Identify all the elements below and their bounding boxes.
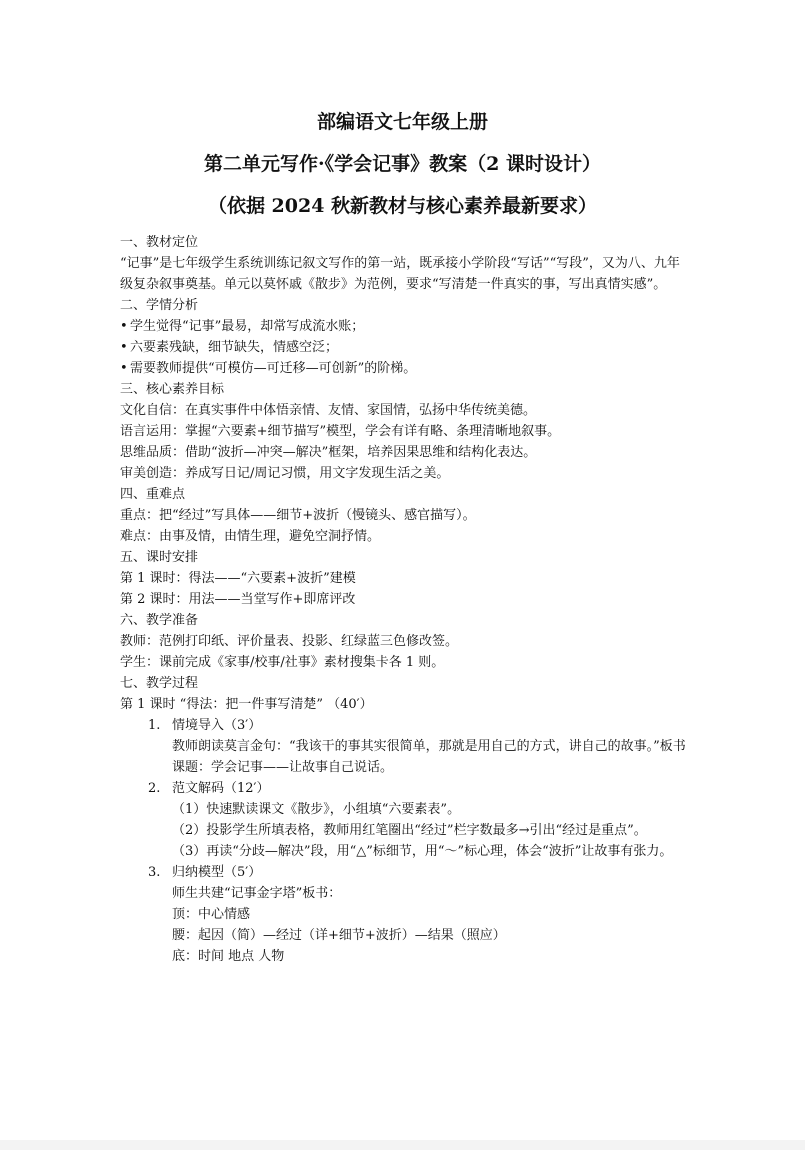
lesson-heading: 第 1 课时 “得法：把一件事写清楚” （40′） — [120, 697, 373, 712]
doc-title: 部编语文七年级上册 — [316, 111, 488, 133]
list-item: • 需要教师提供“可模仿—可迁移—可创新”的阶梯。 — [120, 358, 692, 379]
document-body — [120, 232, 692, 967]
section-heading: 五、课时安排 — [120, 550, 199, 565]
section-heading: 三、核心素养目标 — [120, 382, 225, 397]
list-item: • 学生觉得“记事”最易，却常写成流水账； — [120, 316, 692, 337]
key-point-line: 难点：由事及情，由情生理，避免空洞抒情。 — [120, 529, 381, 544]
prep-line: 教师：范例打印纸、评价量表、投影、红绿蓝三色修改签。 — [120, 634, 459, 649]
goal-line: 审美创造：养成写日记/周记习惯，用文字发现生活之美。 — [120, 466, 450, 481]
step-heading: 2. 范文解码（12′） — [148, 781, 270, 796]
doc-subtitle: 第二单元写作·《学会记事》教案（2 课时设计） — [204, 153, 601, 175]
section-heading: 六、教学准备 — [120, 613, 199, 628]
schedule-line: 第 2 课时：用法——当堂写作+即席评改 — [120, 592, 356, 607]
step-text: 底：时间 地点 人物 — [172, 949, 285, 964]
list-item: • 六要素残缺，细节缺失，情感空泛； — [120, 337, 692, 358]
step-text: 顶：中心情感 — [172, 907, 251, 922]
step-item: （2）投影学生所填表格，教师用红笔圈出“经过”栏字数最多→引出“经过是重点”。 — [172, 823, 647, 838]
title-block — [0, 110, 805, 218]
bullet-icon: • — [120, 319, 128, 334]
step-heading: 3. 归纳模型（5′） — [148, 865, 262, 880]
section-heading: 二、学情分析 — [120, 298, 199, 313]
step-heading: 1. 情境导入（3′） — [148, 718, 262, 733]
step-text: 腰：起因（简）—经过（详+细节+波折）—结果（照应） — [172, 928, 506, 943]
bullet-icon: • — [120, 340, 128, 355]
section-heading: 四、重难点 — [120, 487, 186, 502]
bullet-icon: • — [120, 361, 128, 376]
doc-basis-note: （依据 2024 秋新教材与核心素养最新要求） — [207, 195, 598, 217]
step-text: 师生共建“记事金字塔”板书： — [172, 886, 342, 901]
prep-line: 学生：课前完成《家事/校事/社事》素材搜集卡各 1 则。 — [120, 655, 445, 670]
key-point-line: 重点：把“经过”写具体——细节+波折（慢镜头、感官描写）。 — [120, 508, 476, 523]
goal-line: 语言运用：掌握“六要素+细节描写”模型，学会有详有略、条理清晰地叙事。 — [120, 424, 561, 439]
section-heading: 七、教学过程 — [120, 676, 199, 691]
schedule-line: 第 1 课时：得法——“六要素+波折”建模 — [120, 571, 356, 586]
step-text: 教师朗读莫言金句：“我该干的事其实很简单，那就是用自己的方式，讲自己的故事。”板书课题：学会记事——让故事自己说话。 — [172, 739, 686, 775]
goal-line: 文化自信：在真实事件中体悟亲情、友情、家国情，弘扬中华传统美德。 — [120, 403, 537, 418]
step-item: （1）快速默读课文《散步》，小组填“六要素表”。 — [172, 802, 461, 817]
step-item: （3）再读“分歧—解决”段，用“△”标细节，用“～”标心理，体会“波折”让故事有张力。 — [172, 844, 673, 859]
section-heading: 一、教材定位 — [120, 235, 199, 250]
section-paragraph: “记事”是七年级学生系统训练记叙文写作的第一站，既承接小学阶段“写话”“写段”，又为八、九年级复杂叙事奠基。单元以莫怀戚《散步》为范例，要求“写清楚一件真实的事，写出真情实感”。 — [120, 256, 680, 292]
goal-line: 思维品质：借助“波折—冲突—解决”框架，培养因果思维和结构化表达。 — [120, 445, 537, 460]
page-bottom-edge — [0, 1140, 805, 1150]
